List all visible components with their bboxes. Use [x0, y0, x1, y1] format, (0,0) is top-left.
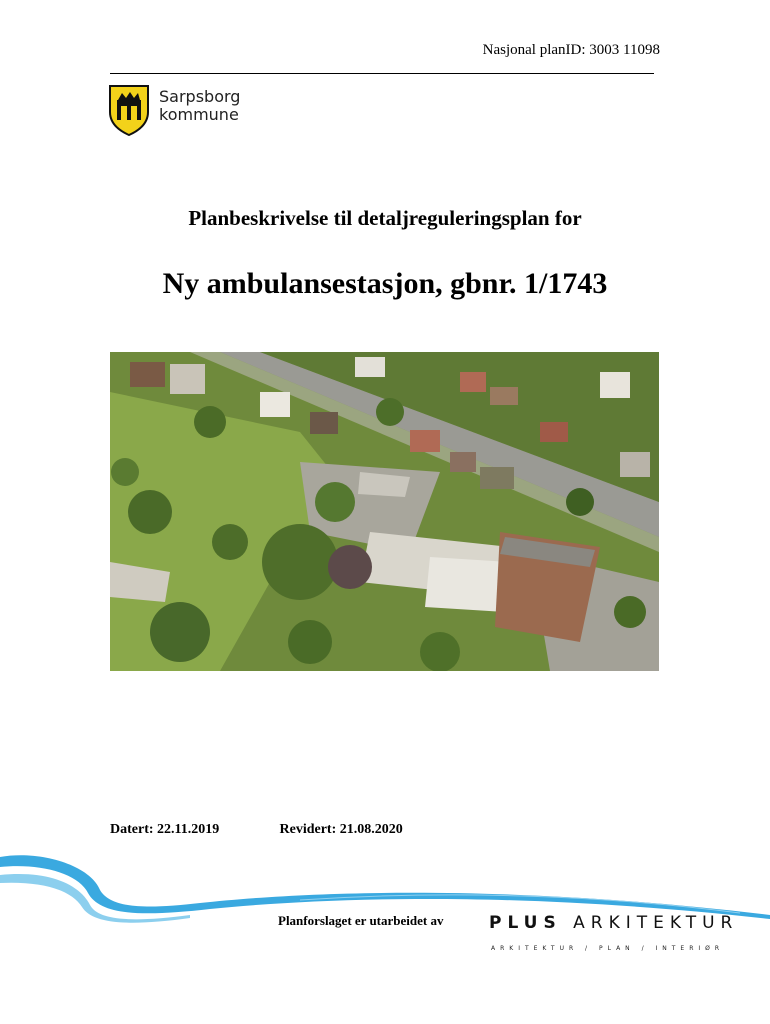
header-divider — [110, 73, 654, 74]
logo-line-2: kommune — [159, 105, 239, 124]
coat-of-arms-icon — [108, 84, 150, 136]
document-title: Ny ambulansestasjon, gbnr. 1/1743 — [162, 267, 608, 300]
logo-line-1: Sarpsborg — [159, 87, 241, 106]
brand-light: ARKITEKTUR — [573, 913, 739, 933]
municipality-logo — [108, 84, 248, 138]
credit-text: Planforslaget er utarbeidet av — [278, 913, 444, 928]
aerial-photo — [110, 352, 659, 671]
date-created: Datert: 22.11.2019 — [110, 822, 220, 837]
plan-id: Nasjonal planID: 3003 11098 — [482, 42, 660, 58]
plus-arkitektur-logo — [489, 913, 738, 933]
document-dates — [110, 822, 403, 838]
document-subtitle: Planbeskrivelse til detaljreguleringsplan for — [188, 206, 582, 230]
brand-bold: PLUS — [489, 913, 562, 933]
brand-tagline: ARKITEKTUR / PLAN / INTERIØR — [491, 945, 725, 952]
date-revised: Revidert: 21.08.2020 — [279, 822, 403, 837]
